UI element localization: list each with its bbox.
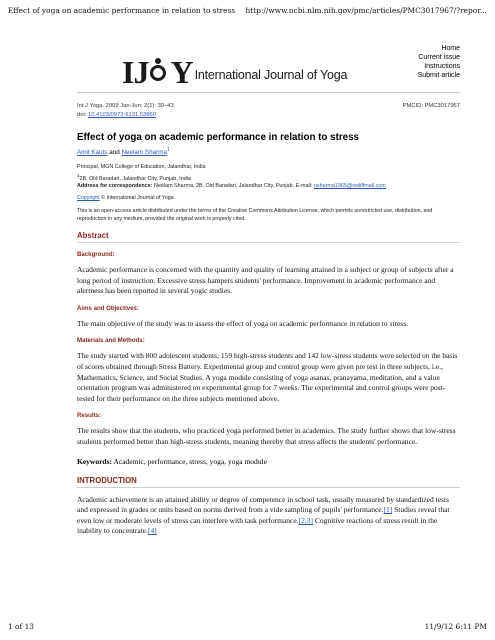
author-separator: and bbox=[109, 149, 120, 157]
nav-instructions-link[interactable]: Instructions bbox=[424, 63, 460, 70]
print-header bbox=[8, 6, 487, 18]
methods-heading: Materials and Methods: bbox=[77, 337, 145, 345]
nav-home-link[interactable]: Home bbox=[441, 45, 460, 52]
doi-link[interactable]: 10.4103/0973-6131.53860 bbox=[87, 112, 157, 118]
article-title: Effect of yoga on academic performance in relation to stress bbox=[77, 132, 360, 143]
print-timestamp: 11/9/12 6:11 PM bbox=[424, 622, 487, 631]
author-link-sharma[interactable]: Neelam Sharma bbox=[121, 149, 167, 157]
article-page bbox=[77, 40, 460, 537]
results-paragraph: The results show that the students, who practiced yoga performed better in academics. The study further shows that low-stress students performed better than high-stress students, meaning thereby that stress affects the students' performance. bbox=[77, 426, 456, 447]
journal-name: International Journal of Yoga bbox=[194, 68, 348, 82]
print-footer bbox=[8, 622, 487, 634]
author-link-kauts[interactable]: Amit Kauts bbox=[77, 149, 108, 157]
keywords-text: Academic, performance, stress, yoga, yoga module bbox=[113, 456, 267, 466]
affiliations bbox=[77, 164, 460, 190]
affiliation-2: 2B, Old Baradari, Jalandhar City, Punjab, India bbox=[79, 175, 191, 182]
journal-banner bbox=[77, 40, 460, 93]
copyright bbox=[77, 195, 460, 201]
logo-figure-icon bbox=[149, 58, 169, 86]
results-heading: Results: bbox=[77, 412, 102, 420]
journal-logo[interactable] bbox=[122, 46, 347, 88]
intro-text-a: Academic achievement is an attained ability or degree of competence in school task, usually measured by standardized tests and expressed in grades or units based on norms derived from a vide sampling of pupils' performance. bbox=[77, 494, 449, 515]
keywords-label: Keywords: bbox=[77, 456, 112, 466]
correspondence bbox=[77, 183, 460, 190]
author-affil-marker: 1 bbox=[166, 147, 170, 153]
correspondence-text: Neelam Sharma, 2B, Old Baradari, Jalandhar City, Punjab. E-mail: bbox=[154, 182, 313, 189]
citation-row bbox=[77, 103, 460, 115]
nav-submit-article-link[interactable]: Submit article bbox=[417, 72, 460, 79]
doi-label: doi: bbox=[77, 112, 87, 118]
citation-line: Int J Yoga. 2009 Jan-Jun; 2(1): 39–43. bbox=[77, 103, 176, 109]
print-header-url: http://www.ncbi.nlm.nih.gov/pmc/articles/PMC3017967/?repor... bbox=[245, 6, 487, 15]
nav-current-issue-link[interactable]: Current issue bbox=[418, 54, 460, 61]
affiliation-1: Principal, MGN College of Education, Jalandhar, India bbox=[77, 164, 206, 171]
abstract-heading: Abstract bbox=[77, 231, 460, 243]
logo-letter-y: Y bbox=[170, 54, 194, 90]
aims-paragraph: The main objective of the study was to assess the effect of yoga on academic performance in relation to stress. bbox=[77, 318, 408, 328]
pmcid: PMCID: PMC3017967 bbox=[402, 103, 460, 109]
reference-link-4[interactable]: [4] bbox=[148, 526, 157, 536]
intro-text-c: Cognitive reactions of stress result in the inability to concentrate. bbox=[77, 515, 438, 536]
logo-letters-ij: IJ bbox=[122, 54, 149, 90]
affiliation-2-marker: 1 bbox=[77, 172, 80, 178]
reference-link-1[interactable]: [1] bbox=[383, 505, 393, 515]
print-header-title: Effect of yoga on academic performance in relation to stress bbox=[8, 6, 236, 15]
affiliation-2-row bbox=[77, 172, 460, 183]
introduction-paragraph bbox=[77, 495, 460, 537]
introduction-heading: INTRODUCTION bbox=[77, 476, 460, 488]
license-text: This is an open-access article distributed under the terms of the Creative Commons Attribution License, which permits unrestricted use, distribution, and reproduction in any medium, provided the original work is properly cited. bbox=[77, 208, 433, 223]
methods-paragraph: The study started with 800 adolescent students; 159 high-stress students and 142 low-stress students were selected on the basis of scores obtained through Stress Battery. Experimental group and control group were given pre test in three subjects, i.e., Mathematics, Science, and Social Studies. A yoga module consisting of yoga asanas, pranayama, meditation, and a value orientation program was administered on experimental group for 7 weeks. The experimental and control groups were post-tested for their performance on the three subjects mentioned above. bbox=[77, 351, 458, 403]
keywords bbox=[77, 457, 460, 466]
page-count: 1 of 13 bbox=[8, 622, 34, 631]
background-paragraph: Academic performance is concerned with the quantity and quality of learning attained in a subject or group of subjects after a long period of instruction. Excessive stress hampers students' performance. Improvement in academic performance and alertness has been reported in several yogic studies. bbox=[77, 265, 454, 296]
copyright-link[interactable]: Copyright bbox=[77, 195, 100, 202]
aims-heading: Aims and Objectives: bbox=[77, 304, 139, 312]
intro-text-b: Studies reveal that even low or moderate levels of stress can interfere with task performance. bbox=[77, 505, 450, 525]
journal-nav bbox=[418, 44, 460, 80]
reference-link-2-3[interactable]: [2,3] bbox=[298, 515, 313, 525]
author-list bbox=[77, 147, 460, 156]
correspondence-label: Address for correspondence: bbox=[77, 182, 153, 189]
correspondence-email-link[interactable]: nsharma1965@rediffmail.com bbox=[313, 182, 386, 189]
copyright-text: © International Journal of Yoga bbox=[101, 195, 174, 202]
background-heading: Background: bbox=[77, 251, 115, 259]
